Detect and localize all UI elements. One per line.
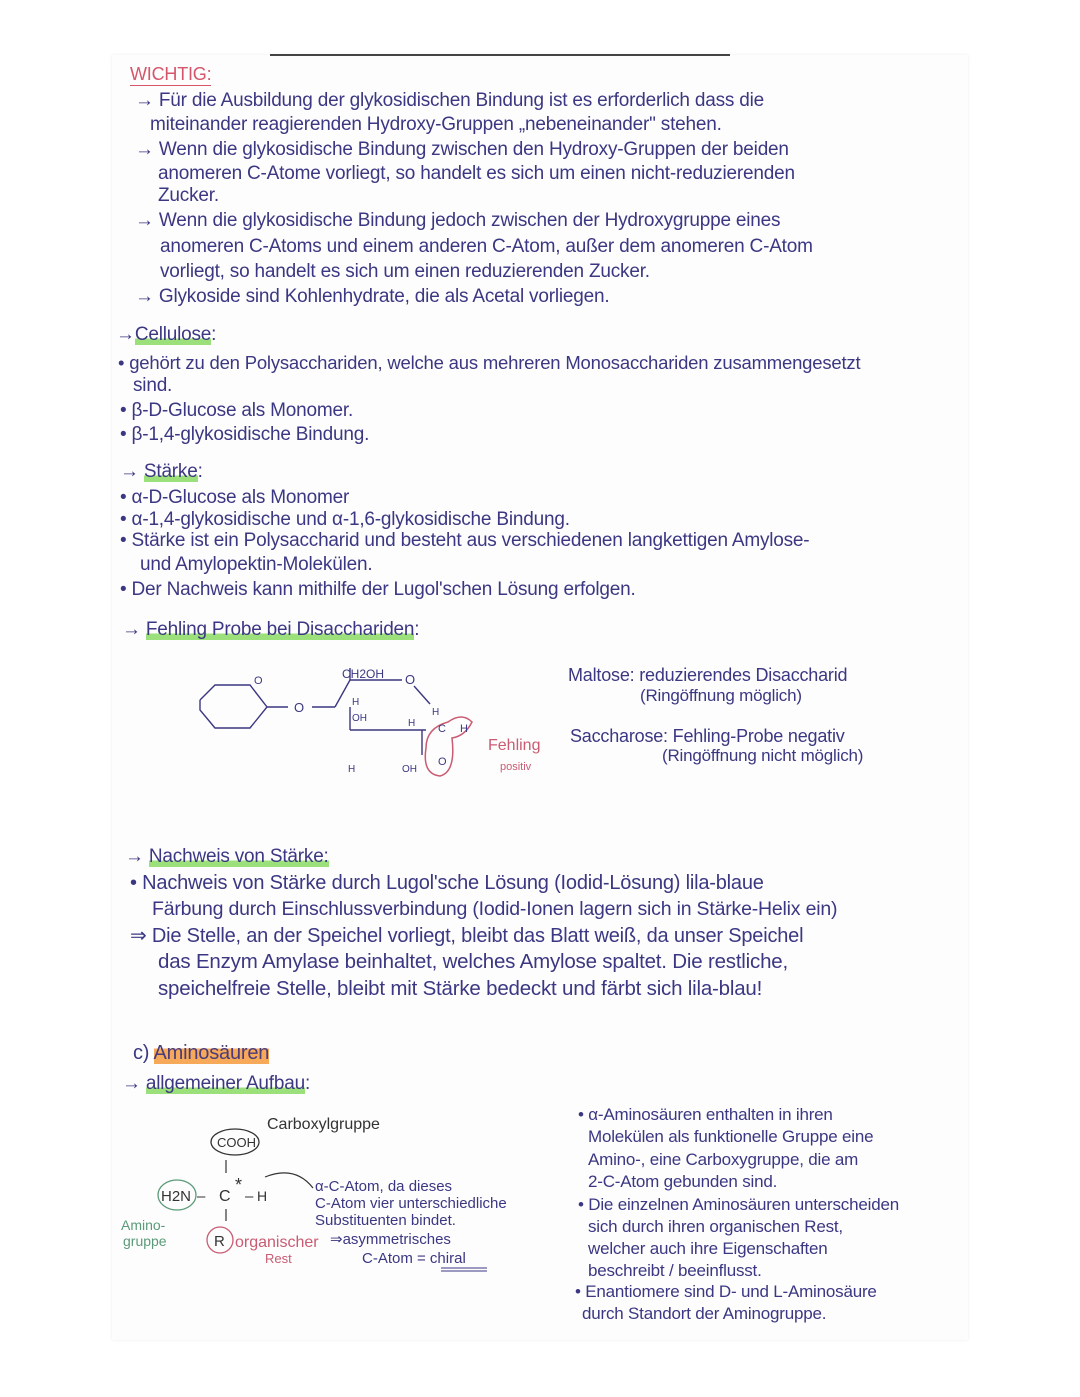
staerke-line: • Der Nachweis kann mithilfe der Lugol'schen Lösung erfolgen. (120, 579, 636, 600)
h-label: H (408, 718, 416, 729)
r-label: R (214, 1233, 225, 1250)
staerke-title: Stärke (143, 461, 198, 482)
staerke-line: • Stärke ist ein Polysaccharid und besteht aus verschiedenen langkettigen Amylose- (120, 530, 810, 551)
fehling-heading: → Fehling Probe bei Disacchariden: (122, 619, 420, 640)
amino-line: • Die einzelnen Aminosäuren unterscheiden (578, 1195, 899, 1214)
oh-label: OH (352, 713, 367, 724)
glucose-ring-left (200, 685, 267, 728)
alpha-note: C-Atom vier unterschiedliche (315, 1195, 507, 1212)
cellulose-line: • β-1,4-glykosidische Bindung. (120, 424, 370, 445)
saccharose-text: Saccharose: Fehling-Probe negativ (570, 726, 845, 746)
amino-label: Amino- (121, 1217, 166, 1233)
rest-label: organischer (235, 1234, 319, 1251)
amino-line: • α-Aminosäuren enthalten in ihren (578, 1105, 833, 1124)
nachweis-line: • Nachweis von Stärke durch Lugol'sche Lösung (Iodid-Lösung) lila-blaue (130, 872, 764, 894)
wichtig-line: anomeren C-Atoms und einem anderen C-Atom, außer dem anomeren C-Atom (160, 236, 813, 257)
amino-line: 2-C-Atom gebunden sind. (588, 1172, 778, 1191)
alpha-c-label: C (219, 1188, 231, 1205)
cellulose-line: • β-D-Glucose als Monomer. (120, 400, 354, 421)
maltose-text: Maltose: reduzierendes Disaccharid (568, 665, 848, 685)
cellulose-heading: →Cellulose: (116, 324, 217, 345)
section-prefix: c) (133, 1042, 150, 1064)
cellulose-title: Cellulose (134, 324, 212, 345)
amino-line: welcher auch ihre Eigenschaften (588, 1239, 828, 1258)
chiral-star: * (235, 1175, 243, 1195)
h-label: H (352, 697, 360, 708)
maltose-structure-diagram (190, 660, 550, 790)
amino-line: Molekülen als funktionelle Gruppe eine (588, 1127, 874, 1146)
ring-o-left: O (254, 675, 263, 687)
wichtig-line: Zucker. (158, 185, 219, 206)
ch2oh-label: CH2OH (342, 667, 385, 681)
wichtig-heading: WICHTIG: (130, 64, 212, 84)
wichtig-line: anomeren C-Atome vorliegt, so handelt es sich um einen nicht-reduzierenden (158, 163, 795, 184)
amino-line: durch Standort der Aminogruppe. (582, 1304, 827, 1323)
wichtig-line: → Wenn die glykosidische Bindung jedoch zwischen der Hydroxygruppe eines (135, 210, 781, 231)
nachweis-line: ⇒ Die Stelle, an der Speichel vorliegt, bleibt das Blatt weiß, da unser Speichel (130, 925, 804, 947)
o-bridge-label: O (294, 700, 305, 715)
ring-top (335, 680, 402, 707)
alpha-note: C-Atom = chiral (362, 1250, 466, 1267)
staerke-line: und Amylopektin-Molekülen. (140, 554, 373, 575)
cooh-label: COOH (217, 1135, 256, 1150)
nachweis-heading: → Nachweis von Stärke: (125, 846, 329, 867)
h2n-label: H2N (161, 1188, 192, 1205)
fehling-positive-label2: positiv (500, 761, 532, 773)
aminosaeuren-title: Aminosäuren (153, 1042, 270, 1064)
amino-line: Amino-, eine Carboxygruppe, die am (588, 1150, 859, 1169)
oh-label: OH (402, 764, 417, 775)
maltose-note: (Ringöffnung möglich) (640, 686, 802, 705)
nachweis-line: Färbung durch Einschlussverbindung (Iodid-Ionen lagern sich in Stärke-Helix ein) (152, 898, 838, 920)
amino-line: beschreibt / beeinflusst. (588, 1261, 762, 1280)
nachweis-line: das Enzym Amylase beinhaltet, welches Amylose spaltet. Die restliche, (158, 950, 788, 973)
arrow-to-alpha-c (265, 1173, 313, 1188)
nachweis-title: Nachweis von Stärke: (148, 846, 329, 867)
amino-line: • Enantiomere sind D- und L-Aminosäure (575, 1282, 877, 1301)
c-label: C (438, 723, 446, 735)
h-label: H (432, 707, 440, 718)
amino-line: sich durch ihren organischen Rest, (588, 1217, 843, 1236)
svg-text:–: – (197, 1188, 206, 1205)
rest-label: Rest (265, 1251, 292, 1266)
page-top-line (270, 54, 730, 56)
h-label: H (348, 764, 356, 775)
wichtig-line: → Für die Ausbildung der glykosidischen Bindung ist es erforderlich dass die (135, 90, 765, 111)
aufbau-title: allgemeiner Aufbau (145, 1073, 305, 1094)
staerke-line: • α-D-Glucose als Monomer (120, 487, 350, 508)
fehling-positive-label: Fehling (488, 737, 541, 754)
wichtig-line: → Glykoside sind Kohlenhydrate, die als Acetal vorliegen. (135, 286, 610, 307)
fehling-title: Fehling Probe bei Disacchariden (145, 619, 415, 640)
aufbau-heading: → allgemeiner Aufbau: (122, 1073, 311, 1094)
h-label: H (460, 723, 468, 735)
alpha-note: α-C-Atom, da dieses (315, 1178, 453, 1195)
ring-o-label: O (405, 672, 416, 687)
staerke-heading: → Stärke: (120, 461, 203, 482)
staerke-line: • α-1,4-glykosidische und α-1,6-glykosidische Bindung. (120, 509, 570, 530)
amino-acid-structure-diagram (115, 1105, 555, 1280)
cellulose-line: sind. (133, 375, 173, 396)
h-label: H (257, 1188, 268, 1204)
carbonyl-o-label: O (438, 756, 447, 768)
nachweis-line: speichelfreie Stelle, bleibt mit Stärke bedeckt und färbt sich lila-blau! (158, 977, 763, 1000)
carboxyl-label: Carboxylgruppe (267, 1116, 380, 1133)
cellulose-line: • gehört zu den Polysacchariden, welche aus mehreren Monosacchariden zusammengesetzt (118, 352, 861, 373)
wichtig-line: → Wenn die glykosidische Bindung zwischen den Hydroxy-Gruppen der beiden (135, 139, 789, 160)
alpha-note: Substituenten bindet. (315, 1212, 456, 1229)
alpha-note: ⇒asymmetrisches (330, 1231, 451, 1248)
wichtig-line: miteinander reagierenden Hydroxy-Gruppen „nebeneinander" stehen. (150, 114, 722, 135)
amino-label: gruppe (123, 1233, 167, 1249)
svg-text:–: – (245, 1188, 254, 1205)
saccharose-note: (Ringöffnung nicht möglich) (662, 746, 864, 765)
aminosaeuren-heading (133, 1042, 269, 1065)
wichtig-line: vorliegt, so handelt es sich um einen reduzierenden Zucker. (160, 261, 650, 282)
